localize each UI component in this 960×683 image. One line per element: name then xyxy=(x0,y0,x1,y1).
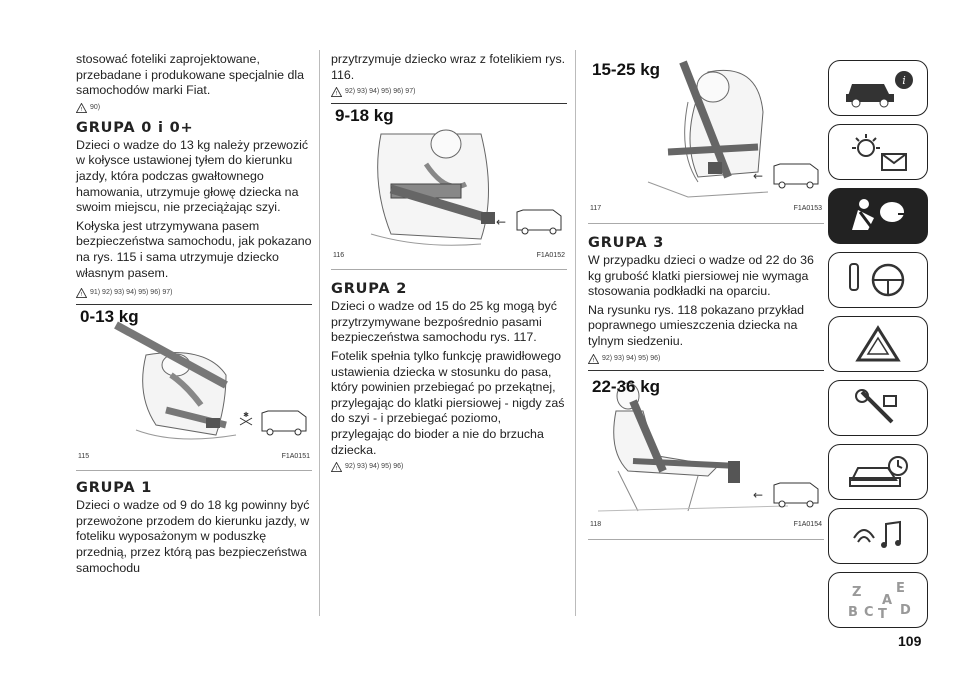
key-steering-icon xyxy=(838,258,918,302)
chapter-tab-warning-lights[interactable] xyxy=(828,124,928,180)
figure-number: 117 xyxy=(590,205,602,213)
figure-caption xyxy=(588,514,824,539)
figure-caption xyxy=(76,446,312,471)
chapter-tab-index[interactable] xyxy=(828,572,928,628)
chapter-tab-multimedia[interactable] xyxy=(828,508,928,564)
van-icon xyxy=(240,411,306,435)
figure-116 xyxy=(331,103,567,270)
warning-triangle-icon xyxy=(588,354,599,364)
figure-code: F1A0154 xyxy=(793,520,822,528)
warning-refs xyxy=(331,86,567,98)
figure-number: 115 xyxy=(78,452,90,460)
page-number: 109 xyxy=(898,633,922,649)
column-divider xyxy=(319,50,320,616)
svg-text:←: ← xyxy=(752,169,764,183)
svg-text:i: i xyxy=(902,74,906,87)
index-letter: Z xyxy=(852,585,862,600)
van-icon xyxy=(753,164,818,188)
figure-117 xyxy=(588,52,824,224)
svg-text:!: ! xyxy=(592,357,595,364)
figure-title: 9-18 kg xyxy=(335,106,394,126)
chapter-tab-emergency[interactable] xyxy=(828,316,928,372)
figure-118 xyxy=(588,370,824,540)
grupa3-paragraph-2: Na rysunku rys. 118 pokazano przykład poprawnego umieszczenia dziecka na tylnym siedzeniu. xyxy=(588,302,805,348)
figure-code: F1A0153 xyxy=(793,205,822,213)
figure-number: 116 xyxy=(333,251,345,259)
chapter-nav xyxy=(828,60,928,636)
column-3 xyxy=(588,52,824,540)
heading-grupa-3: GRUPA 3 xyxy=(588,235,665,251)
heading-grupa-0: GRUPA 0 i 0+ xyxy=(76,119,194,136)
svg-text:!: ! xyxy=(335,466,338,473)
figure-code: F1A0152 xyxy=(536,251,565,259)
warning-triangle-icon xyxy=(76,103,87,113)
van-icon xyxy=(753,483,818,507)
index-letter: B xyxy=(848,605,858,620)
warning-lights-icon xyxy=(838,130,918,174)
emergency-triangle-icon xyxy=(838,322,918,366)
car-info-icon xyxy=(838,66,918,110)
warning-triangle-icon xyxy=(331,87,342,97)
warning-triangle-icon xyxy=(76,288,87,298)
heading-grupa-2: GRUPA 2 xyxy=(331,281,408,298)
chapter-tab-technical-data[interactable] xyxy=(828,444,928,500)
warning-refs xyxy=(76,287,312,299)
chapter-tab-maintenance[interactable] xyxy=(828,380,928,436)
service-wrench-icon xyxy=(838,386,918,430)
grupa1-paragraph: Dzieci o wadze od 9 do 18 kg powinny być przewożone przodem do kierunku jazdy, w foteliku wyposażonym w poduszkę przednią, przez którą pas bezpieczeństwa samochodu xyxy=(76,498,310,575)
warning-triangle-icon xyxy=(331,462,342,472)
grupa2-paragraph-1: Dzieci o wadze od 15 do 25 kg mogą być przytrzymywane bezpośrednio pasami bezpieczeństwa samochodu rys. 117. xyxy=(331,299,557,345)
column-2 xyxy=(331,52,567,478)
figure-title: 22-36 kg xyxy=(592,376,661,396)
figure-caption xyxy=(331,245,567,270)
warning-refs xyxy=(331,461,567,473)
warning-refs xyxy=(76,102,312,114)
warning-refs-text: 91) 92) 93) 94) 95) 96) 97) xyxy=(90,289,173,297)
intro-paragraph: stosować foteliki zaprojektowane, przebadane i produkowane specjalnie dla samochodów marki Fiat. xyxy=(76,52,305,98)
svg-text:✱: ✱ xyxy=(243,411,249,420)
multimedia-icon xyxy=(838,514,918,558)
column-1 xyxy=(76,52,312,576)
van-icon xyxy=(496,210,561,234)
figure-code: F1A0151 xyxy=(281,452,310,460)
grupa2-paragraph-2: Fotelik spełnia tylko funkcję prawidłowego ustawienia dziecka w stosunku do pasa, który powinien przebiegać po przekątnej, przylegając do klatki piersiowej - nigdy zaś do szyi - i przebiegać poziomo, przylegając do bioder a nie do brzucha dziecka. xyxy=(331,348,565,457)
figure-caption xyxy=(588,198,824,223)
chapter-tab-car-info[interactable] xyxy=(828,60,928,116)
index-icon xyxy=(838,578,918,622)
index-letter: E xyxy=(896,581,905,596)
warning-refs-text: 92) 93) 94) 95) 96) 97) xyxy=(345,88,416,96)
svg-text:!: ! xyxy=(80,292,83,299)
grupa3-paragraph-1: W przypadku dzieci o wadze od 22 do 36 kg grubość klatki piersiowej nie wymaga stosowania podkładki na oparciu. xyxy=(588,253,814,299)
figure-115 xyxy=(76,304,312,471)
warning-refs-text: 92) 93) 94) 95) 96) xyxy=(345,463,404,471)
index-letter: T xyxy=(878,607,887,622)
airbag-passenger-icon xyxy=(838,194,918,238)
index-letter: D xyxy=(900,603,911,618)
figure-number: 118 xyxy=(590,520,602,528)
continued-paragraph: przytrzymuje dziecko wraz z fotelikiem rys. 116. xyxy=(331,52,566,82)
warning-refs xyxy=(588,353,824,365)
chapter-tab-safety[interactable] xyxy=(828,188,928,244)
column-divider xyxy=(575,50,576,616)
index-letter: A xyxy=(882,593,893,608)
grupa0-paragraph-1: Dzieci o wadze do 13 kg należy przewozić w kołysce ustawionej tyłem do kierunku jazdy, która podczas gwałtownego hamowania, utrzymuje głowę dziecka na swoim miejscu, nie przeciążając szyi. xyxy=(76,137,309,215)
svg-text:←: ← xyxy=(752,487,764,502)
figure-title: 15-25 kg xyxy=(592,60,661,79)
chapter-tab-starting-driving[interactable] xyxy=(828,252,928,308)
figure-title: 0-13 kg xyxy=(80,307,139,327)
index-letter: C xyxy=(864,605,874,620)
infant-carrier-illustration xyxy=(76,305,312,453)
technical-data-icon xyxy=(838,450,918,494)
svg-text:!: ! xyxy=(335,91,338,98)
heading-grupa-1: GRUPA 1 xyxy=(76,480,153,497)
svg-text:!: ! xyxy=(80,106,83,113)
warning-refs-text: 92) 93) 94) 95) 96) xyxy=(602,354,661,362)
svg-text:←: ← xyxy=(495,215,507,230)
warning-refs-text: 90) xyxy=(90,103,101,111)
grupa0-paragraph-2: Kołyska jest utrzymywana pasem bezpieczeństwa samochodu, jak pokazano na rys. 115 i sama utrzymuje dziecko własnym pasem. xyxy=(76,218,312,280)
child-seat-9-18-illustration xyxy=(331,104,567,252)
